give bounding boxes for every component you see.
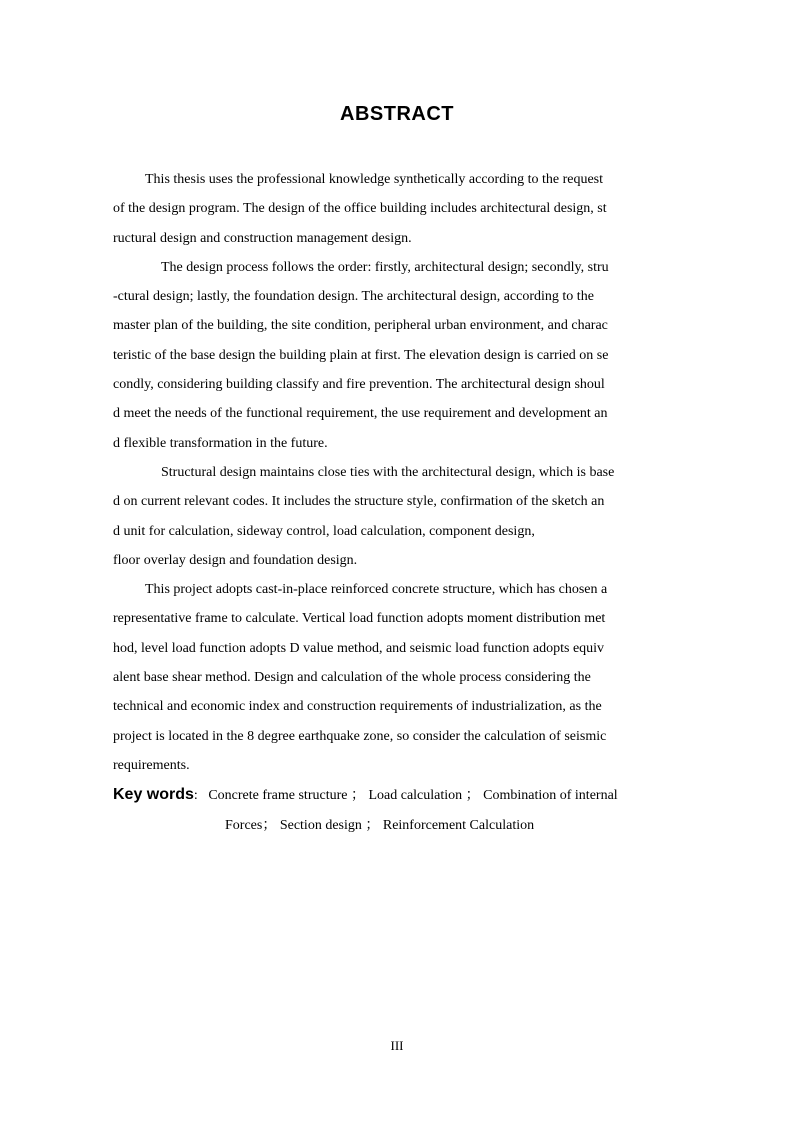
paragraph-4-line-3: hod, level load function adopts D value method, and seismic load function adopts equiv: [113, 640, 605, 656]
paragraph-3-line-1: Structural design maintains close ties with the architectural design, which is base: [161, 464, 615, 480]
paragraph-4-line-2: representative frame to calculate. Vertical load function adopts moment distribution met: [113, 611, 606, 627]
keywords-line-1: [113, 780, 679, 810]
paragraph-4-line-7: requirements.: [113, 757, 190, 773]
paragraph-3-line-2: d on current relevant codes. It includes the structure style, confirmation of the sketch an: [113, 494, 605, 510]
keywords-line-1-text: Concrete frame structure ； Load calculation ； Combination of internal: [208, 788, 618, 804]
paragraph-4-line-4: alent base shear method. Design and calculation of the whole process considering the: [113, 670, 591, 686]
paragraph-2-line-1: The design process follows the order: firstly, architectural design; secondly, stru: [161, 259, 609, 275]
paragraph-4-line-6: project is located in the 8 degree earthquake zone, so consider the calculation of seismic: [113, 728, 607, 744]
paragraph-4: [113, 575, 679, 780]
abstract-body: [113, 165, 679, 840]
paragraph-1-line-2: of the design program. The design of the office building includes architectural design, st: [113, 201, 607, 217]
paragraph-2: [113, 253, 679, 458]
abstract-title: ABSTRACT: [340, 103, 454, 125]
paragraph-3-line-4: floor overlay design and foundation design.: [113, 552, 358, 568]
keywords-separator: :: [193, 788, 198, 804]
keywords-line-2: Forces； Section design ； Reinforcement Calculation: [225, 817, 535, 833]
paragraph-2-line-7: d flexible transformation in the future.: [113, 435, 328, 451]
paragraph-4-line-5: technical and economic index and construction requirements of industrialization, as the: [113, 699, 602, 715]
paragraph-2-line-6: d meet the needs of the functional requirement, the use requirement and development an: [113, 406, 608, 422]
paragraph-2-line-4: teristic of the base design the building plain at first. The elevation design is carried on se: [113, 347, 609, 363]
paragraph-2-line-5: condly, considering building classify and fire prevention. The architectural design shoul: [113, 377, 605, 393]
paragraph-2-line-2: -ctural design; lastly, the foundation design. The architectural design, according to the: [113, 289, 594, 305]
paragraph-1-line-1: This thesis uses the professional knowledge synthetically according to the request: [145, 172, 604, 187]
paragraph-2-line-3: master plan of the building, the site condition, peripheral urban environment, and charac: [113, 318, 608, 334]
keywords-label: Key words: [113, 786, 194, 804]
paragraph-1: [113, 165, 679, 253]
paragraph-4-line-1: This project adopts cast-in-place reinforced concrete structure, which has chosen a: [145, 582, 608, 598]
page-number: III: [390, 1038, 404, 1053]
paragraph-3: [113, 458, 679, 575]
keywords: [113, 780, 679, 840]
paragraph-1-line-3: ructural design and construction management design.: [113, 230, 412, 246]
paragraph-3-line-3: d unit for calculation, sideway control, load calculation, component design,: [113, 523, 535, 539]
